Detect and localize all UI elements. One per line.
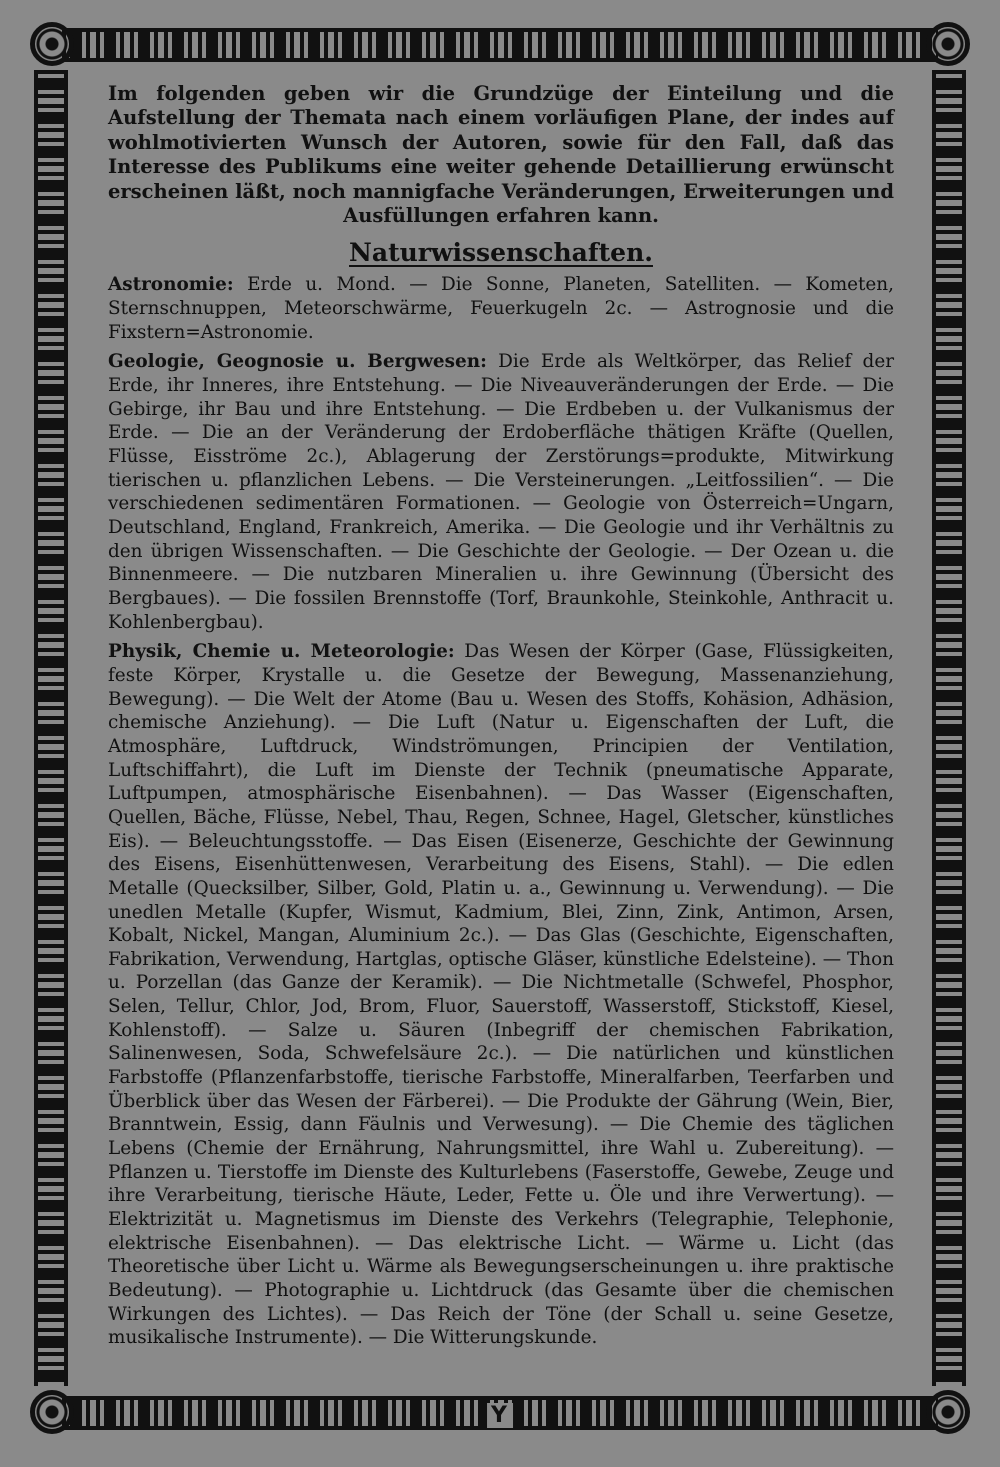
entry-geologie [108,350,894,634]
bottom-border-mark: Y [487,1403,513,1428]
corner-ornament-icon [926,22,970,66]
entry-heading: Physik, Chemie u. Meteorologie: [108,641,455,663]
entry-heading: Astronomie: [108,274,234,296]
intro-paragraph: Im folgenden geben wir die Grundzüge der Einteilung und die Aufstellung der Themata nach einem vorläufigen Plane, der indes auf wohlmotivierten Wunsch der Autoren, sowie für den Fall, daß das Interesse des Publikums eine weiter gehende Detaillierung erwünscht erscheinen läßt, noch mannigfache Veränderungen, Erweiterungen und Ausfüllungen erfahren kann. [108,82,894,228]
entry-text: Die Erde als Weltkörper, das Relief der Erde, ihr Inneres, ihre Entstehung. — Die Niveauveränderungen der Erde. — Die Gebirge, ihr Bau und ihre Entstehung. — Die Erdbeben u. der Vulkanismus der Erde. — Die an der Veränderung der Erdoberfläche thätigen Kräfte (Quellen, Flüsse, Eisströme 2c.), Ablagerung der Zerstörungs=produkte, Mitwirkung tierischen u. pflanzlichen Lebens. — Die Versteinerungen. „Leitfossilien“. — Die verschiedenen sedimentären Formationen. — Geologie von Österreich=Ungarn, Deutschland, England, Frankreich, Amerika. — Die Geologie und ihr Verhältnis zu den übrigen Wissenschaften. — Die Geschichte der Geologie. — Der Ozean u. die Binnenmeere. — Die nutzbaren Mineralien u. ihre Gewinnung (Übersicht des Bergbaues). — Die fossilen Brennstoffe (Torf, Braunkohle, Steinkohle, Anthracit u. Kohlenbergbau). [108,351,894,633]
ornamental-border-left [34,70,68,1386]
entry-astronomie [108,273,894,344]
ornamental-border-top [62,28,938,62]
page-content [108,82,894,1356]
ornamental-border-right [932,70,966,1386]
entry-text: Erde u. Mond. — Die Sonne, Planeten, Satelliten. — Kometen, Sternschnuppen, Meteorschwärme, Feuerkugeln 2c. — Astrognosie und die Fixstern=Astronomie. [108,274,894,343]
corner-ornament-icon [30,1390,74,1434]
corner-ornament-icon [926,1390,970,1434]
entry-heading: Geologie, Geognosie u. Bergwesen: [108,351,487,373]
corner-ornament-icon [30,22,74,66]
section-title: Naturwissenschaften. [349,238,653,268]
entry-physik [108,640,894,1350]
entry-text: Das Wesen der Körper (Gase, Flüssigkeiten, feste Körper, Krystalle u. die Gesetze der Bewegung, Massenanziehung, Bewegung). — Die Welt der Atome (Bau u. Wesen des Stoffs, Kohäsion, Adhäsion, chemische Anziehung). — Die Luft (Natur u. Eigenschaften der Luft, die Atmosphäre, Luftdruck, Windströmungen, Principien der Ventilation, Luftschiffahrt), die Luft im Dienste der Technik (pneumatische Apparate, Luftpumpen, atmosphärische Eisenbahnen). — Das Wasser (Eigenschaften, Quellen, Bäche, Flüsse, Nebel, Thau, Regen, Schnee, Hagel, Gletscher, künstliches Eis). — Beleuchtungsstoffe. — Das Eisen (Eisenerze, Geschichte der Gewinnung des Eisens, Eisenhüttenwesen, Verarbeitung des Eisens, Stahl). — Die edlen Metalle (Quecksilber, Silber, Gold, Platin u. a., Gewinnung u. Verwendung). — Die unedlen Metalle (Kupfer, Wismut, Kadmium, Blei, Zinn, Zink, Antimon, Arsen, Kobalt, Nickel, Mangan, Aluminium 2c.). — Das Glas (Geschichte, Eigenschaften, Fabrikation, Verwendung, Hartglas, optische Gläser, künstliche Edelsteine). — Thon u. Porzellan (das Ganze der Keramik). — Die Nichtmetalle (Schwefel, Phosphor, Selen, Tellur, Chlor, Jod, Brom, Fluor, Sauerstoff, Wasserstoff, Stickstoff, Kiesel, Kohlenstoff). — Salze u. Säuren (Inbegriff der chemischen Fabrikation, Salinenwesen, Soda, Schwefelsäure 2c.). — Die natürlichen und künstlichen Farbstoffe (Pflanzenfarbstoffe, tierische Farbstoffe, Mineralfarben, Teerfarben und Überblick über das Wesen der Färberei). — Die Produkte der Gährung (Wein, Bier, Branntwein, Essig, dann Fäulnis und Verwesung). — Die Chemie des täglichen Lebens (Chemie der Ernährung, Nahrungsmittel, ihre Wahl u. Zubereitung). — Pflanzen u. Tierstoffe im Dienste des Kulturlebens (Faserstoffe, Gewebe, Zeuge und ihre Verarbeitung, tierische Häute, Leder, Fette u. Öle und ihre Verwertung). — Elektrizität u. Magnetismus im Dienste des Verkehrs (Telegraphie, Telephonie, elektrische Eisenbahnen). — Das elektrische Licht. — Wärme u. Licht (das Theoretische über Licht u. Wärme als Bewegungserscheinungen u. ihre praktische Bedeutung). — Photographie u. Lichtdruck (das Gesamte über die chemischen Wirkungen des Lichtes). — Das Reich der Töne (der Schall u. seine Gesetze, musikalische Instrumente). — Die Witterungskunde. [108,641,894,1349]
